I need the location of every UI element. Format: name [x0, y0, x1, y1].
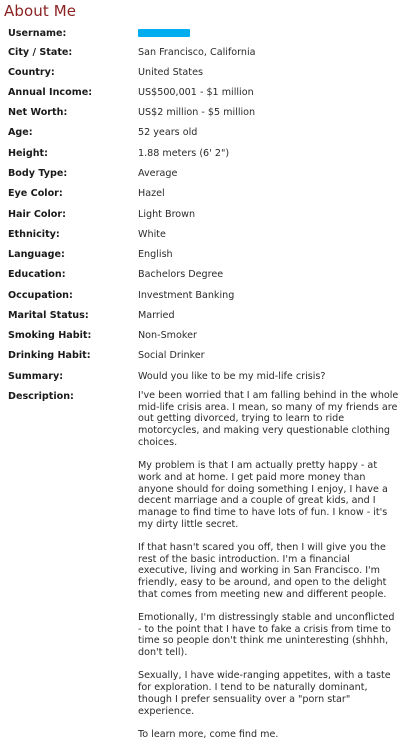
- field-label: Height:: [8, 148, 48, 159]
- field-marital-status: [0, 309, 408, 325]
- description-paragraph: My problem is that I am actually pretty happy - at work and at home. I get paid more money than anyone should for doing something I enjoy, I have a decent marriage and a couple of great kids, and I manage to find time to have lots of fun. I know - it's my dirty little secret.: [138, 460, 388, 530]
- field-value: San Francisco, California: [138, 47, 256, 58]
- field-value: Social Drinker: [138, 350, 205, 361]
- field-value: United States: [138, 67, 203, 78]
- field-label: Body Type:: [8, 168, 68, 179]
- field-label: Drinking Habit:: [8, 350, 91, 361]
- field-label: Annual Income:: [8, 87, 93, 98]
- description-paragraph: Emotionally, I'm distressingly stable and unconflicted - to the point that I have to fake a crisis from time to time so people don't think me uninteresting (shhhh, don't tell).: [138, 612, 395, 659]
- field-value: US$2 million - $5 million: [138, 107, 256, 118]
- field-value: Bachelors Degree: [138, 269, 224, 280]
- field-country: [0, 66, 408, 82]
- field-label: Marital Status:: [8, 310, 89, 321]
- field-ethnicity: [0, 228, 408, 244]
- field-value: US$500,001 - $1 million: [138, 87, 254, 98]
- field-value: Non-Smoker: [138, 330, 197, 341]
- field-value: Married: [138, 310, 175, 321]
- field-value: Investment Banking: [138, 290, 235, 301]
- field-label: City / State:: [8, 47, 73, 58]
- field-label: Summary:: [8, 371, 64, 382]
- field-value: Average: [138, 168, 178, 179]
- field-label: Description:: [8, 391, 74, 402]
- username-redaction-bar: [138, 29, 190, 37]
- field-label: Age:: [8, 127, 33, 138]
- field-hair-color: [0, 208, 408, 224]
- section-title: About Me: [4, 2, 77, 20]
- field-education: [0, 268, 408, 284]
- field-city-state: [0, 46, 408, 62]
- description-paragraph: To learn more, come find me.: [138, 728, 279, 740]
- field-value: White: [138, 229, 166, 240]
- field-value: Hazel: [138, 188, 165, 199]
- field-label: Country:: [8, 67, 55, 78]
- field-label: Hair Color:: [8, 209, 66, 220]
- field-body-type: [0, 167, 408, 183]
- field-value: English: [138, 249, 173, 260]
- field-label: Ethnicity:: [8, 229, 60, 240]
- description-text: [138, 390, 400, 752]
- field-height: [0, 147, 408, 163]
- field-value: Light Brown: [138, 209, 196, 220]
- field-annual-income: [0, 86, 408, 102]
- field-occupation: [0, 289, 408, 305]
- field-value: 1.88 meters (6' 2"): [138, 148, 230, 159]
- field-label: Education:: [8, 269, 66, 280]
- field-language: [0, 248, 408, 264]
- field-label: Smoking Habit:: [8, 330, 92, 341]
- field-label: Eye Color:: [8, 188, 63, 199]
- field-username: [0, 27, 408, 43]
- description-paragraph: I've been worried that I am falling behind in the whole mid-life crisis area. I mean, so many of my friends are out getting divorced, trying to learn to ride motorcycles, and making very questionable clothing choices.: [138, 390, 399, 448]
- field-label: Net Worth:: [8, 107, 68, 118]
- field-eye-color: [0, 187, 408, 203]
- description-paragraph: Sexually, I have wide-ranging appetites, with a taste for exploration. I tend to be naturally dominant, though I prefer sensuality over a "porn star" experience.: [138, 670, 391, 717]
- field-value-redacted: [138, 27, 402, 42]
- field-summary: [0, 370, 408, 386]
- field-label: Language:: [8, 249, 65, 260]
- field-value: Would you like to be my mid-life crisis?: [138, 371, 326, 382]
- field-net-worth: [0, 106, 408, 122]
- field-smoking-habit: [0, 329, 408, 345]
- field-value: 52 years old: [138, 127, 198, 138]
- field-label: Occupation:: [8, 290, 73, 301]
- field-label: Username:: [8, 28, 67, 39]
- description-paragraph: If that hasn't scared you off, then I will give you the rest of the basic introduction. I'm a financial executive, living and working in San Francisco. I'm friendly, easy to be around, and open to the delight that comes from meeting new and different people.: [138, 541, 387, 600]
- field-drinking-habit: [0, 349, 408, 365]
- field-age: [0, 126, 408, 142]
